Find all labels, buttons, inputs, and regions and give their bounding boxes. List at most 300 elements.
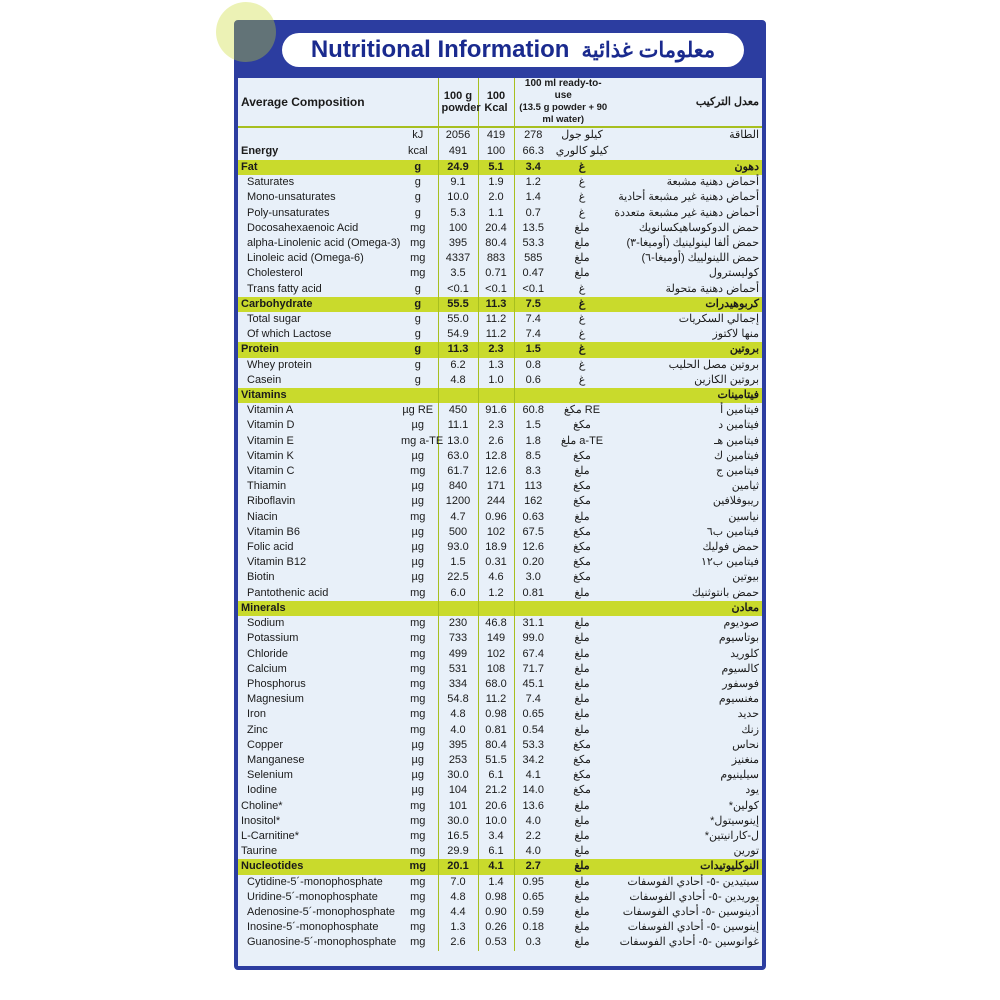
- nutrient-row: [238, 890, 762, 905]
- nutrient-row: [238, 206, 762, 221]
- nutrient-row: [238, 844, 762, 859]
- nutrient-row: [238, 723, 762, 738]
- nutrient-row: [238, 479, 762, 494]
- value-per-100kcal: 12.8: [478, 449, 514, 464]
- nutrient-row: [238, 175, 762, 190]
- value-per-100kcal: 2.3: [478, 342, 514, 357]
- unit-arabic: ملغ: [574, 586, 590, 599]
- unit: mg: [410, 237, 426, 250]
- nutrient-row: [238, 555, 762, 570]
- nutrient-row: [238, 434, 762, 449]
- value-per-100kcal: 18.9: [478, 540, 514, 555]
- value-per-100g: 13.0: [438, 434, 478, 449]
- value-per-100ml: 13.6: [514, 799, 552, 814]
- unit-arabic: ملغ: [574, 677, 590, 690]
- value-per-100kcal: 1.2: [478, 586, 514, 601]
- unit-arabic: ملغ: [574, 237, 590, 250]
- unit-arabic: ملغ: [574, 921, 590, 934]
- nutrient-row: [238, 312, 762, 327]
- value-per-100g: 4.8: [438, 707, 478, 722]
- energy-kcal-unit: kcal: [407, 145, 428, 158]
- value-per-100kcal: 3.4: [478, 829, 514, 844]
- value-per-100ml: 0.63: [514, 510, 552, 525]
- nutrient-name: Guanosine-5´-monophosphate: [247, 936, 397, 949]
- value-per-100g: 2.6: [438, 935, 478, 950]
- unit-arabic: ملغ: [574, 845, 590, 858]
- unit-arabic: ملغ: [574, 799, 590, 812]
- value-per-100kcal: 2.6: [478, 434, 514, 449]
- value-per-100kcal: 11.2: [478, 327, 514, 342]
- col-powder: 100 g powder: [438, 78, 478, 127]
- unit-arabic: ملغ: [574, 693, 590, 706]
- col-ready-note: (13.5 g powder + 90 ml water): [519, 102, 608, 125]
- unit: g: [414, 358, 421, 371]
- unit: mg: [410, 221, 426, 234]
- value-per-100ml: 2.2: [514, 829, 552, 844]
- col-kcal: 100 Kcal: [478, 78, 514, 127]
- value-per-100kcal: 0.53: [478, 935, 514, 950]
- value-per-100ml: 0.8: [514, 358, 552, 373]
- unit-arabic: غ: [578, 358, 586, 371]
- unit-arabic: ملغ: [574, 662, 590, 675]
- unit-arabic: غ: [578, 373, 586, 386]
- nutrient-name: Sodium: [247, 617, 285, 630]
- nutrient-name-arabic: بروتين: [612, 342, 762, 357]
- nutrient-name: Vitamins: [238, 388, 398, 403]
- nutrient-name: Of which Lactose: [247, 328, 332, 341]
- nutrient-row: [238, 236, 762, 251]
- nutrient-name-arabic: معادن: [612, 601, 762, 616]
- energy-kcal-ready: 66.3: [514, 144, 552, 160]
- value-per-100ml: 4.0: [514, 844, 552, 859]
- unit-arabic: مكغ: [573, 541, 591, 554]
- col-composition: Average Composition: [238, 78, 398, 127]
- value-per-100ml: 1.8: [514, 434, 552, 449]
- nutrient-name: Inosine-5´-monophosphate: [247, 921, 379, 934]
- value-per-100ml: <0.1: [514, 282, 552, 297]
- nutrient-name-arabic: تورين: [733, 845, 760, 858]
- nutrient-row: [238, 647, 762, 662]
- unit: g: [414, 206, 421, 219]
- value-per-100kcal: 244: [478, 494, 514, 509]
- value-per-100g: 450: [438, 403, 478, 418]
- nutrient-name-arabic: بيوتين: [732, 571, 760, 584]
- nutrient-name-arabic: ثيامين: [731, 480, 760, 493]
- unit: mg: [410, 617, 426, 630]
- unit-arabic: ملغ: [574, 221, 590, 234]
- nutrient-row: [238, 540, 762, 555]
- value-per-100ml: 7.4: [514, 327, 552, 342]
- value-per-100g: [438, 388, 478, 403]
- nutrient-name-arabic: يود: [745, 784, 760, 797]
- value-per-100kcal: 10.0: [478, 814, 514, 829]
- unit-arabic: ملغ: [574, 708, 590, 721]
- section-row: [238, 160, 762, 175]
- value-per-100ml: 0.65: [514, 890, 552, 905]
- nutrient-name: Iodine: [247, 784, 277, 797]
- unit-arabic: ملغ: [574, 905, 590, 918]
- nutrient-name-arabic: أحماض دهنية مشبعة: [666, 176, 760, 189]
- energy-kcal-unit-ar: كيلو كالوري: [555, 145, 609, 158]
- value-per-100ml: 3.4: [514, 160, 552, 175]
- col-composition-ar: معدل التركيب: [612, 78, 762, 127]
- unit-arabic: ملغ: [574, 875, 590, 888]
- nutrient-name-arabic: إينوسين -٥- أحادي الفوسفات: [627, 921, 760, 934]
- unit: g: [414, 328, 421, 341]
- unit: mg: [410, 267, 426, 280]
- value-per-100g: 395: [438, 738, 478, 753]
- unit: µg: [411, 541, 424, 554]
- value-per-100kcal: 11.2: [478, 692, 514, 707]
- unit: mg: [410, 723, 426, 736]
- nutrient-name-arabic: كلوريد: [730, 647, 760, 660]
- value-per-100g: 6.0: [438, 586, 478, 601]
- value-per-100g: 55.0: [438, 312, 478, 327]
- nutrient-row: [238, 494, 762, 509]
- value-per-100ml: 53.3: [514, 738, 552, 753]
- nutrient-name-arabic: صوديوم: [723, 617, 760, 630]
- value-per-100ml: 45.1: [514, 677, 552, 692]
- nutrition-panel: [234, 20, 766, 970]
- value-per-100ml: 0.7: [514, 206, 552, 221]
- unit: µg: [411, 753, 424, 766]
- nutrient-name-arabic: إجمالي السكريات: [678, 313, 760, 326]
- value-per-100ml: 1.5: [514, 418, 552, 433]
- unit: mg: [410, 921, 426, 934]
- unit-arabic: غ: [578, 191, 586, 204]
- unit: mg: [410, 647, 426, 660]
- nutrient-row: [238, 920, 762, 935]
- value-per-100kcal: 20.6: [478, 799, 514, 814]
- unit-arabic: ملغ: [574, 890, 590, 903]
- title-pill: [282, 33, 744, 67]
- unit: mg: [410, 845, 426, 858]
- unit-arabic: ملغ: [552, 859, 612, 874]
- value-per-100ml: [514, 601, 552, 616]
- nutrient-name-arabic: أدينوسين -٥- أحادي الفوسفات: [622, 905, 760, 918]
- nutrient-name: Iron: [247, 708, 266, 721]
- nutrient-name-arabic: نحاس: [732, 738, 760, 751]
- value-per-100ml: 585: [514, 251, 552, 266]
- value-per-100g: 63.0: [438, 449, 478, 464]
- unit-arabic: مكغ: [573, 571, 591, 584]
- nutrient-row: [238, 692, 762, 707]
- value-per-100g: 20.1: [438, 859, 478, 874]
- nutrient-name: Thiamin: [247, 480, 287, 493]
- unit: mg: [410, 252, 426, 265]
- value-per-100ml: 2.7: [514, 859, 552, 874]
- col-ready-label: 100 ml ready-to-use: [524, 78, 602, 101]
- unit: g: [414, 282, 421, 295]
- unit-arabic: غ: [552, 160, 612, 175]
- nutrient-name-arabic: يوريدين -٥- أحادي الفوسفات: [629, 890, 760, 903]
- nutrient-name-arabic: حمض بانتوثنيك: [691, 586, 760, 599]
- nutrient-name: Total sugar: [247, 313, 301, 326]
- unit-arabic: ملغ: [574, 632, 590, 645]
- value-per-100kcal: 1.1: [478, 206, 514, 221]
- value-per-100ml: 1.4: [514, 190, 552, 205]
- nutrient-name: Folic acid: [247, 541, 294, 554]
- value-per-100kcal: 0.26: [478, 920, 514, 935]
- value-per-100kcal: 21.2: [478, 783, 514, 798]
- nutrient-name: Saturates: [247, 176, 295, 189]
- value-per-100g: 54.9: [438, 327, 478, 342]
- nutrient-name-arabic: زنك: [741, 723, 760, 736]
- nutrient-name-arabic: منها لاكتوز: [712, 328, 760, 341]
- value-per-100ml: 60.8: [514, 403, 552, 418]
- nutrient-name-arabic: حمض فوليك: [702, 541, 760, 554]
- unit: mg: [410, 510, 426, 523]
- nutrient-row: [238, 753, 762, 768]
- value-per-100kcal: 68.0: [478, 677, 514, 692]
- value-per-100ml: 4.0: [514, 814, 552, 829]
- value-per-100ml: 0.81: [514, 586, 552, 601]
- value-per-100g: 4337: [438, 251, 478, 266]
- nutrient-name-arabic: فيتامين أ: [720, 404, 760, 417]
- value-per-100ml: 0.65: [514, 707, 552, 722]
- value-per-100g: 22.5: [438, 570, 478, 585]
- unit: µg RE: [402, 404, 434, 417]
- value-per-100ml: 0.95: [514, 875, 552, 890]
- section-row: [238, 342, 762, 357]
- nutrient-row: [238, 662, 762, 677]
- unit: mg: [410, 829, 426, 842]
- nutrient-name-arabic: كربوهيدرات: [612, 297, 762, 312]
- unit: mg: [410, 465, 426, 478]
- section-row: [238, 859, 762, 874]
- title-english: Nutritional Information: [310, 36, 570, 63]
- unit: µg: [411, 419, 424, 432]
- nutrient-name: Nucleotides: [238, 859, 398, 874]
- value-per-100kcal: 51.5: [478, 753, 514, 768]
- unit: g: [414, 313, 421, 326]
- value-per-100g: 101: [438, 799, 478, 814]
- nutrient-name-arabic: نياسين: [728, 510, 760, 523]
- unit-arabic: مكغ: [573, 738, 591, 751]
- nutrient-row: [238, 266, 762, 281]
- nutrient-name-arabic: حمض الدوكوساهيكسانويك: [638, 221, 760, 234]
- value-per-100kcal: 1.3: [478, 358, 514, 373]
- value-per-100g: 100: [438, 221, 478, 236]
- value-per-100kcal: <0.1: [478, 282, 514, 297]
- value-per-100kcal: 46.8: [478, 616, 514, 631]
- value-per-100ml: 53.3: [514, 236, 552, 251]
- nutrient-name-arabic: سيتيدين -٥- أحادي الفوسفات: [627, 875, 760, 888]
- unit: µg: [411, 449, 424, 462]
- column-header-row: [238, 78, 762, 127]
- nutrient-row: [238, 783, 762, 798]
- nutrient-name: Niacin: [247, 510, 278, 523]
- unit: mg: [410, 814, 426, 827]
- energy-kcal-kcal: 100: [478, 144, 514, 160]
- value-per-100ml: 7.4: [514, 692, 552, 707]
- value-per-100g: 395: [438, 236, 478, 251]
- value-per-100g: 3.5: [438, 266, 478, 281]
- nutrient-row: [238, 586, 762, 601]
- unit: mg: [410, 586, 426, 599]
- nutrient-name-arabic: فيتامين ب٦: [706, 525, 760, 538]
- value-per-100g: 6.2: [438, 358, 478, 373]
- unit: mg: [410, 693, 426, 706]
- energy-kj-powder: 2056: [438, 127, 478, 144]
- unit: g: [398, 342, 438, 357]
- unit-arabic: مكغ: [573, 480, 591, 493]
- unit-arabic: ملغ: [574, 647, 590, 660]
- nutrient-row: [238, 190, 762, 205]
- nutrient-name-arabic: فيتامين ب١٢: [700, 556, 760, 569]
- nutrient-name-arabic: بوتاسيوم: [718, 632, 760, 645]
- value-per-100kcal: 12.6: [478, 464, 514, 479]
- unit-arabic: ملغ: [574, 465, 590, 478]
- nutrient-name-arabic: كوليسترول: [708, 267, 760, 280]
- value-per-100g: 16.5: [438, 829, 478, 844]
- nutrient-name-arabic: فيتامين ك: [714, 449, 760, 462]
- value-per-100g: 4.4: [438, 905, 478, 920]
- nutrient-row: [238, 799, 762, 814]
- value-per-100kcal: 80.4: [478, 236, 514, 251]
- unit-arabic: ملغ: [574, 510, 590, 523]
- value-per-100ml: 99.0: [514, 631, 552, 646]
- nutrient-name: Magnesium: [247, 693, 304, 706]
- value-per-100g: <0.1: [438, 282, 478, 297]
- value-per-100ml: 0.18: [514, 920, 552, 935]
- value-per-100kcal: 0.90: [478, 905, 514, 920]
- value-per-100g: 733: [438, 631, 478, 646]
- unit: µg: [411, 525, 424, 538]
- unit: µg: [411, 556, 424, 569]
- value-per-100g: 4.8: [438, 890, 478, 905]
- value-per-100kcal: 0.81: [478, 723, 514, 738]
- unit: µg: [411, 495, 424, 508]
- value-per-100kcal: 883: [478, 251, 514, 266]
- unit-arabic: [552, 388, 612, 403]
- energy-kj-ready: 278: [514, 127, 552, 144]
- nutrient-row: [238, 358, 762, 373]
- nutrient-row: [238, 631, 762, 646]
- unit-arabic: مكغ: [573, 784, 591, 797]
- section-row: [238, 388, 762, 403]
- value-per-100ml: 0.3: [514, 935, 552, 950]
- nutrient-name-arabic: بروتين مصل الحليب: [668, 358, 760, 371]
- unit-arabic: مكغ: [573, 449, 591, 462]
- unit-arabic: ملغ: [574, 829, 590, 842]
- nutrient-name: Vitamin B12: [247, 556, 307, 569]
- section-row: [238, 297, 762, 312]
- value-per-100g: 334: [438, 677, 478, 692]
- nutrient-name-arabic: مغنسيوم: [718, 693, 760, 706]
- energy-label: Energy: [241, 145, 279, 158]
- value-per-100g: 1.5: [438, 555, 478, 570]
- nutrient-name: Cholesterol: [247, 267, 303, 280]
- value-per-100ml: 0.59: [514, 905, 552, 920]
- unit-arabic: غ: [578, 282, 586, 295]
- value-per-100kcal: 0.31: [478, 555, 514, 570]
- value-per-100ml: 0.54: [514, 723, 552, 738]
- unit-arabic: غ: [578, 206, 586, 219]
- nutrient-name: Vitamin K: [247, 449, 294, 462]
- value-per-100kcal: 149: [478, 631, 514, 646]
- value-per-100g: 1200: [438, 494, 478, 509]
- value-per-100kcal: 0.96: [478, 510, 514, 525]
- value-per-100kcal: 11.2: [478, 312, 514, 327]
- energy-kj-unit-ar: كيلو جول: [561, 129, 603, 142]
- value-per-100kcal: [478, 601, 514, 616]
- nutrient-name: Choline*: [241, 799, 283, 812]
- nutrient-name-arabic: ل-كارانيتين*: [704, 829, 760, 842]
- value-per-100g: 54.8: [438, 692, 478, 707]
- unit-arabic: غ: [552, 297, 612, 312]
- unit: g: [414, 373, 421, 386]
- unit-arabic: غ: [578, 176, 586, 189]
- nutrient-name-arabic: دهون: [612, 160, 762, 175]
- unit: µg: [411, 738, 424, 751]
- nutrient-row: [238, 327, 762, 342]
- unit: [398, 388, 438, 403]
- nutrient-name: Copper: [247, 738, 284, 751]
- value-per-100g: 30.0: [438, 768, 478, 783]
- nutrient-name: Manganese: [247, 753, 305, 766]
- nutrient-name-arabic: سيلينيوم: [720, 769, 760, 782]
- value-per-100g: 253: [438, 753, 478, 768]
- value-per-100ml: 34.2: [514, 753, 552, 768]
- nutrient-row: [238, 677, 762, 692]
- nutrient-name: Whey protein: [247, 358, 312, 371]
- corner-decoration: [216, 2, 276, 62]
- nutrient-row: [238, 616, 762, 631]
- energy-label-ar: الطاقة: [729, 129, 760, 142]
- value-per-100ml: 3.0: [514, 570, 552, 585]
- value-per-100g: 11.3: [438, 342, 478, 357]
- value-per-100kcal: 5.1: [478, 160, 514, 175]
- unit: mg: [410, 875, 426, 888]
- nutrient-row: [238, 768, 762, 783]
- nutrient-name: Calcium: [247, 662, 287, 675]
- unit: mg: [410, 677, 426, 690]
- value-per-100kcal: 1.4: [478, 875, 514, 890]
- nutrient-name-arabic: أحماض دهنية غير مشبعة متعددة: [614, 206, 760, 219]
- value-per-100kcal: 4.1: [478, 859, 514, 874]
- nutrient-name: Vitamin E: [247, 434, 294, 447]
- nutrient-name: Riboflavin: [247, 495, 296, 508]
- value-per-100kcal: 1.9: [478, 175, 514, 190]
- nutrient-name-arabic: حمض ألفا لينولينيك (أوميغا-٣): [626, 237, 760, 250]
- unit-arabic: مكغ: [573, 556, 591, 569]
- energy-kcal-row: [238, 144, 762, 160]
- unit: [398, 601, 438, 616]
- nutrient-name: Linoleic acid (Omega-6): [247, 252, 364, 265]
- unit: g: [414, 176, 421, 189]
- value-per-100g: 30.0: [438, 814, 478, 829]
- unit: g: [414, 191, 421, 204]
- unit-arabic: ملغ: [574, 723, 590, 736]
- nutrient-name: Trans fatty acid: [247, 282, 322, 295]
- nutrient-row: [238, 814, 762, 829]
- nutrient-name: Cytidine-5´-monophosphate: [247, 875, 383, 888]
- value-per-100ml: 0.47: [514, 266, 552, 281]
- nutrient-name: Docosahexaenoic Acid: [247, 221, 359, 234]
- section-row: [238, 601, 762, 616]
- nutrient-name: Biotin: [247, 571, 275, 584]
- value-per-100ml: 71.7: [514, 662, 552, 677]
- nutrient-name: Selenium: [247, 769, 293, 782]
- nutrient-name: Vitamin A: [247, 404, 294, 417]
- unit: mg: [410, 662, 426, 675]
- unit: mg: [410, 905, 426, 918]
- value-per-100ml: 0.20: [514, 555, 552, 570]
- unit-arabic: ملغ: [574, 936, 590, 949]
- value-per-100g: 7.0: [438, 875, 478, 890]
- value-per-100kcal: 20.4: [478, 221, 514, 236]
